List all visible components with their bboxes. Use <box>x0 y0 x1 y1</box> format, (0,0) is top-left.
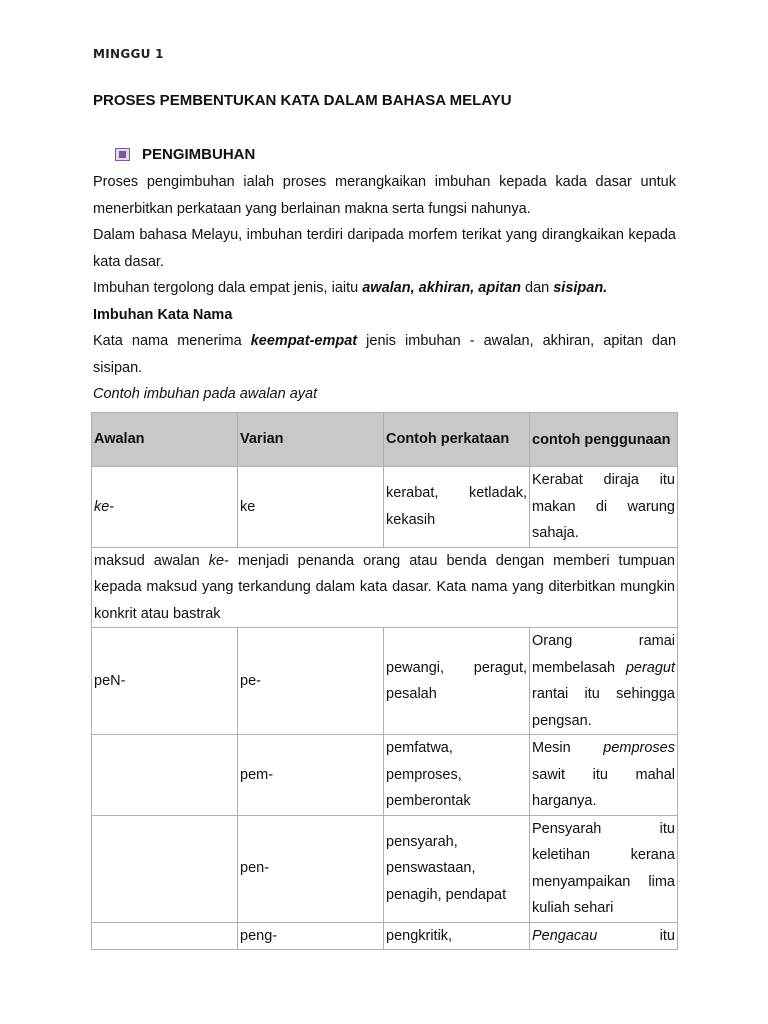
paragraph-4-rest: jenis imbuhan - awalan, akhiran, apitan dan sisipan. <box>93 333 677 376</box>
paragraph-3 <box>93 275 676 302</box>
bullet-square-icon <box>115 148 130 161</box>
header-awalan: Awalan <box>92 413 238 467</box>
body-text <box>93 169 676 408</box>
cell-varian: peng- <box>238 922 384 950</box>
paragraph-1: Proses pengimbuhan ialah proses merangkaikan imbuhan kepada kada dasar untuk menerbitkan perkataan yang berlainan makna serta fungsi nahunya. <box>93 174 676 217</box>
cell-varian: pen- <box>238 815 384 922</box>
cell-guna <box>530 628 678 735</box>
table-header-row <box>92 413 678 467</box>
header-contoh-perkataan: Contoh perkataan <box>384 413 530 467</box>
note-cell <box>92 547 678 628</box>
table-row <box>92 815 678 922</box>
page-title: PROSES PEMBENTUKAN KATA DALAM BAHASA MELAYU <box>93 92 512 109</box>
cell-awalan <box>92 815 238 922</box>
guna-b: peragut <box>625 659 675 676</box>
paragraph-3-types: awalan, akhiran, apitan <box>362 280 521 296</box>
cell-awalan <box>92 467 238 548</box>
cell-guna: Kerabat diraja itu makan di warung sahaja. <box>530 467 678 548</box>
cell-guna: Pensyarah itu keletihan kerana menyampaikan lima kuliah sehari <box>530 815 678 922</box>
guna-c: sawit itu mahal harganya. <box>532 766 675 809</box>
week-label: MINGGU 1 <box>93 47 164 61</box>
cell-awalan <box>92 922 238 950</box>
table-row <box>92 467 678 548</box>
guna-a: Pengacau <box>532 927 598 944</box>
cell-contoh: pengkritik, <box>384 922 530 950</box>
cell-awalan: peN- <box>92 628 238 735</box>
paragraph-4-emphasis: keempat-empat <box>250 333 358 349</box>
paragraph-3-text: Imbuhan tergolong dala empat jenis, iaitu <box>93 280 363 296</box>
paragraph-4-text: Kata nama menerima <box>93 333 251 349</box>
section-heading <box>115 146 255 163</box>
cell-contoh: pemfatwa, pemproses, pemberontak <box>384 735 530 816</box>
note-text-a: maksud awalan <box>94 552 209 569</box>
subheading-kata-nama: Imbuhan Kata Nama <box>93 306 233 323</box>
guna-a: Mesin <box>532 740 604 756</box>
awalan-ke: ke <box>94 498 110 515</box>
header-contoh-penggunaan: contoh penggunaan <box>530 413 678 467</box>
cell-varian: pem- <box>238 735 384 816</box>
cell-awalan <box>92 735 238 816</box>
paragraph-2: Dalam bahasa Melayu, imbuhan terdiri daripada morfem terikat yang dirangkaikan kepada kata dasar. <box>93 227 676 270</box>
guna-b: pemproses <box>603 740 675 756</box>
affix-table <box>91 412 678 950</box>
paragraph-4 <box>93 328 676 381</box>
cell-guna <box>530 735 678 816</box>
table-note-row <box>92 547 678 628</box>
cell-varian: pe- <box>238 628 384 735</box>
paragraph-3-conj: dan <box>520 280 554 296</box>
table-caption: Contoh imbuhan pada awalan ayat <box>93 386 318 402</box>
awalan-ke-suffix: - <box>109 498 115 515</box>
header-varian: Varian <box>238 413 384 467</box>
cell-contoh: kerabat, ketladak, kekasih <box>384 467 530 548</box>
note-text-c: - menjadi penanda orang atau benda dengan memberi tumpuan kepada maksud yang terkandung dalam kata dasar. Kata nama yang diterbitkan mungkin konkrit atau bastrak <box>94 552 675 622</box>
guna-b: itu <box>597 927 675 944</box>
cell-contoh: pewangi, peragut, pesalah <box>384 628 530 735</box>
table-row <box>92 922 678 950</box>
cell-guna <box>530 922 678 950</box>
table-row <box>92 628 678 735</box>
cell-varian: ke <box>238 467 384 548</box>
guna-a: Orang ramai membelasah <box>532 633 675 676</box>
guna-c: rantai itu sehingga pengsan. <box>532 686 675 729</box>
note-text-ke: ke <box>208 552 225 569</box>
table-row <box>92 735 678 816</box>
cell-contoh: pensyarah, penswastaan, penagih, pendapat <box>384 815 530 922</box>
section-heading-text: PENGIMBUHAN <box>142 146 256 163</box>
paragraph-3-sisipan: sisipan. <box>553 280 608 296</box>
